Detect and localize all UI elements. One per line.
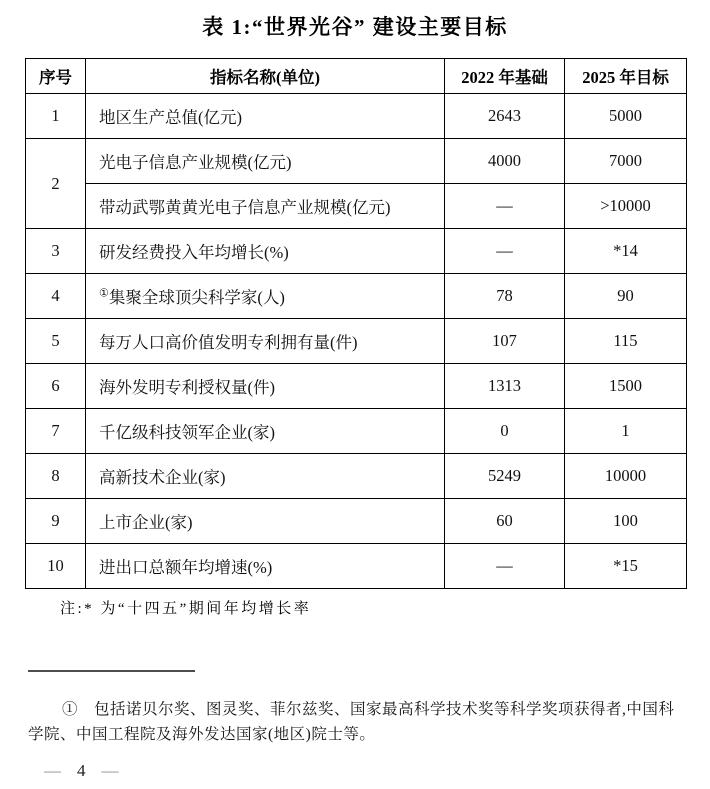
base-2022-cell: — xyxy=(445,184,565,229)
target-2025-cell: 1 xyxy=(565,409,687,454)
table-row xyxy=(26,274,687,319)
header-cell-name: 指标名称(单位) xyxy=(86,59,445,94)
page-title: 表 1:“世界光谷” 建设主要目标 xyxy=(202,15,508,39)
target-2025-cell: 90 xyxy=(565,274,687,319)
row-number-cell: 2 xyxy=(26,139,86,229)
row-number-cell: 7 xyxy=(26,409,86,454)
base-2022-cell: 5249 xyxy=(445,454,565,499)
row-number-cell: 3 xyxy=(26,229,86,274)
row-number-cell: 5 xyxy=(26,319,86,364)
base-2022-cell: 107 xyxy=(445,319,565,364)
header-cell-base: 2022 年基础 xyxy=(445,59,565,94)
indicator-name-cell: 每万人口高价值发明专利拥有量(件) xyxy=(86,319,445,364)
table-body xyxy=(26,94,687,589)
table-row xyxy=(26,499,687,544)
indicator-name-cell: 带动武鄂黄黄光电子信息产业规模(亿元) xyxy=(86,184,445,229)
indicator-name-cell: 进出口总额年均增速(%) xyxy=(86,544,445,589)
row-number-cell: 1 xyxy=(26,94,86,139)
table-row xyxy=(26,184,687,229)
table-row xyxy=(26,364,687,409)
table-row xyxy=(26,229,687,274)
row-number-cell: 4 xyxy=(26,274,86,319)
page-number xyxy=(44,761,710,781)
table-note: 注:* 为“十四五”期间年均增长率 xyxy=(60,601,312,617)
indicator-name-cell: ①集聚全球顶尖科学家(人) xyxy=(86,274,445,319)
header-cell-target: 2025 年目标 xyxy=(565,59,687,94)
footnote-divider xyxy=(28,670,195,672)
target-2025-cell: 5000 xyxy=(565,94,687,139)
table-row xyxy=(26,409,687,454)
target-2025-cell: *14 xyxy=(565,229,687,274)
base-2022-cell: 60 xyxy=(445,499,565,544)
row-number-cell: 9 xyxy=(26,499,86,544)
indicator-name-cell: 海外发明专利授权量(件) xyxy=(86,364,445,409)
page-number-left-dash: — xyxy=(44,761,62,780)
base-2022-cell: 0 xyxy=(445,409,565,454)
table-header xyxy=(26,59,687,94)
footnote xyxy=(28,697,690,747)
table-row xyxy=(26,319,687,364)
table-row xyxy=(26,544,687,589)
target-2025-cell: 115 xyxy=(565,319,687,364)
base-2022-cell: — xyxy=(445,544,565,589)
table-header-row xyxy=(26,59,687,94)
goals-table xyxy=(25,58,687,589)
base-2022-cell: 1313 xyxy=(445,364,565,409)
indicator-name-cell: 地区生产总值(亿元) xyxy=(86,94,445,139)
row-number-cell: 6 xyxy=(26,364,86,409)
table-row xyxy=(26,139,687,184)
row-number-cell: 10 xyxy=(26,544,86,589)
target-2025-cell: 1500 xyxy=(565,364,687,409)
target-2025-cell: 100 xyxy=(565,499,687,544)
indicator-name-cell: 光电子信息产业规模(亿元) xyxy=(86,139,445,184)
row-number-cell: 8 xyxy=(26,454,86,499)
target-2025-cell: 7000 xyxy=(565,139,687,184)
indicator-name-cell: 高新技术企业(家) xyxy=(86,454,445,499)
table-row xyxy=(26,94,687,139)
base-2022-cell: 78 xyxy=(445,274,565,319)
page-number-value: 4 xyxy=(77,761,87,780)
target-2025-cell: *15 xyxy=(565,544,687,589)
footnote-text: 包括诺贝尔奖、图灵奖、菲尔兹奖、国家最高科学技术奖等科学奖项获得者,中国科学院、中国工程院及海外发达国家(地区)院士等。 xyxy=(28,701,675,743)
header-cell-no: 序号 xyxy=(26,59,86,94)
indicator-name-cell: 研发经费投入年均增长(%) xyxy=(86,229,445,274)
indicator-name-cell: 上市企业(家) xyxy=(86,499,445,544)
base-2022-cell: 2643 xyxy=(445,94,565,139)
indicator-name-cell: 千亿级科技领军企业(家) xyxy=(86,409,445,454)
base-2022-cell: — xyxy=(445,229,565,274)
target-2025-cell: >10000 xyxy=(565,184,687,229)
footnote-marker: ① xyxy=(62,701,79,718)
footnote-ref-marker: ① xyxy=(99,287,109,300)
table-row xyxy=(26,454,687,499)
target-2025-cell: 10000 xyxy=(565,454,687,499)
page-number-right-dash: — xyxy=(101,761,120,780)
base-2022-cell: 4000 xyxy=(445,139,565,184)
